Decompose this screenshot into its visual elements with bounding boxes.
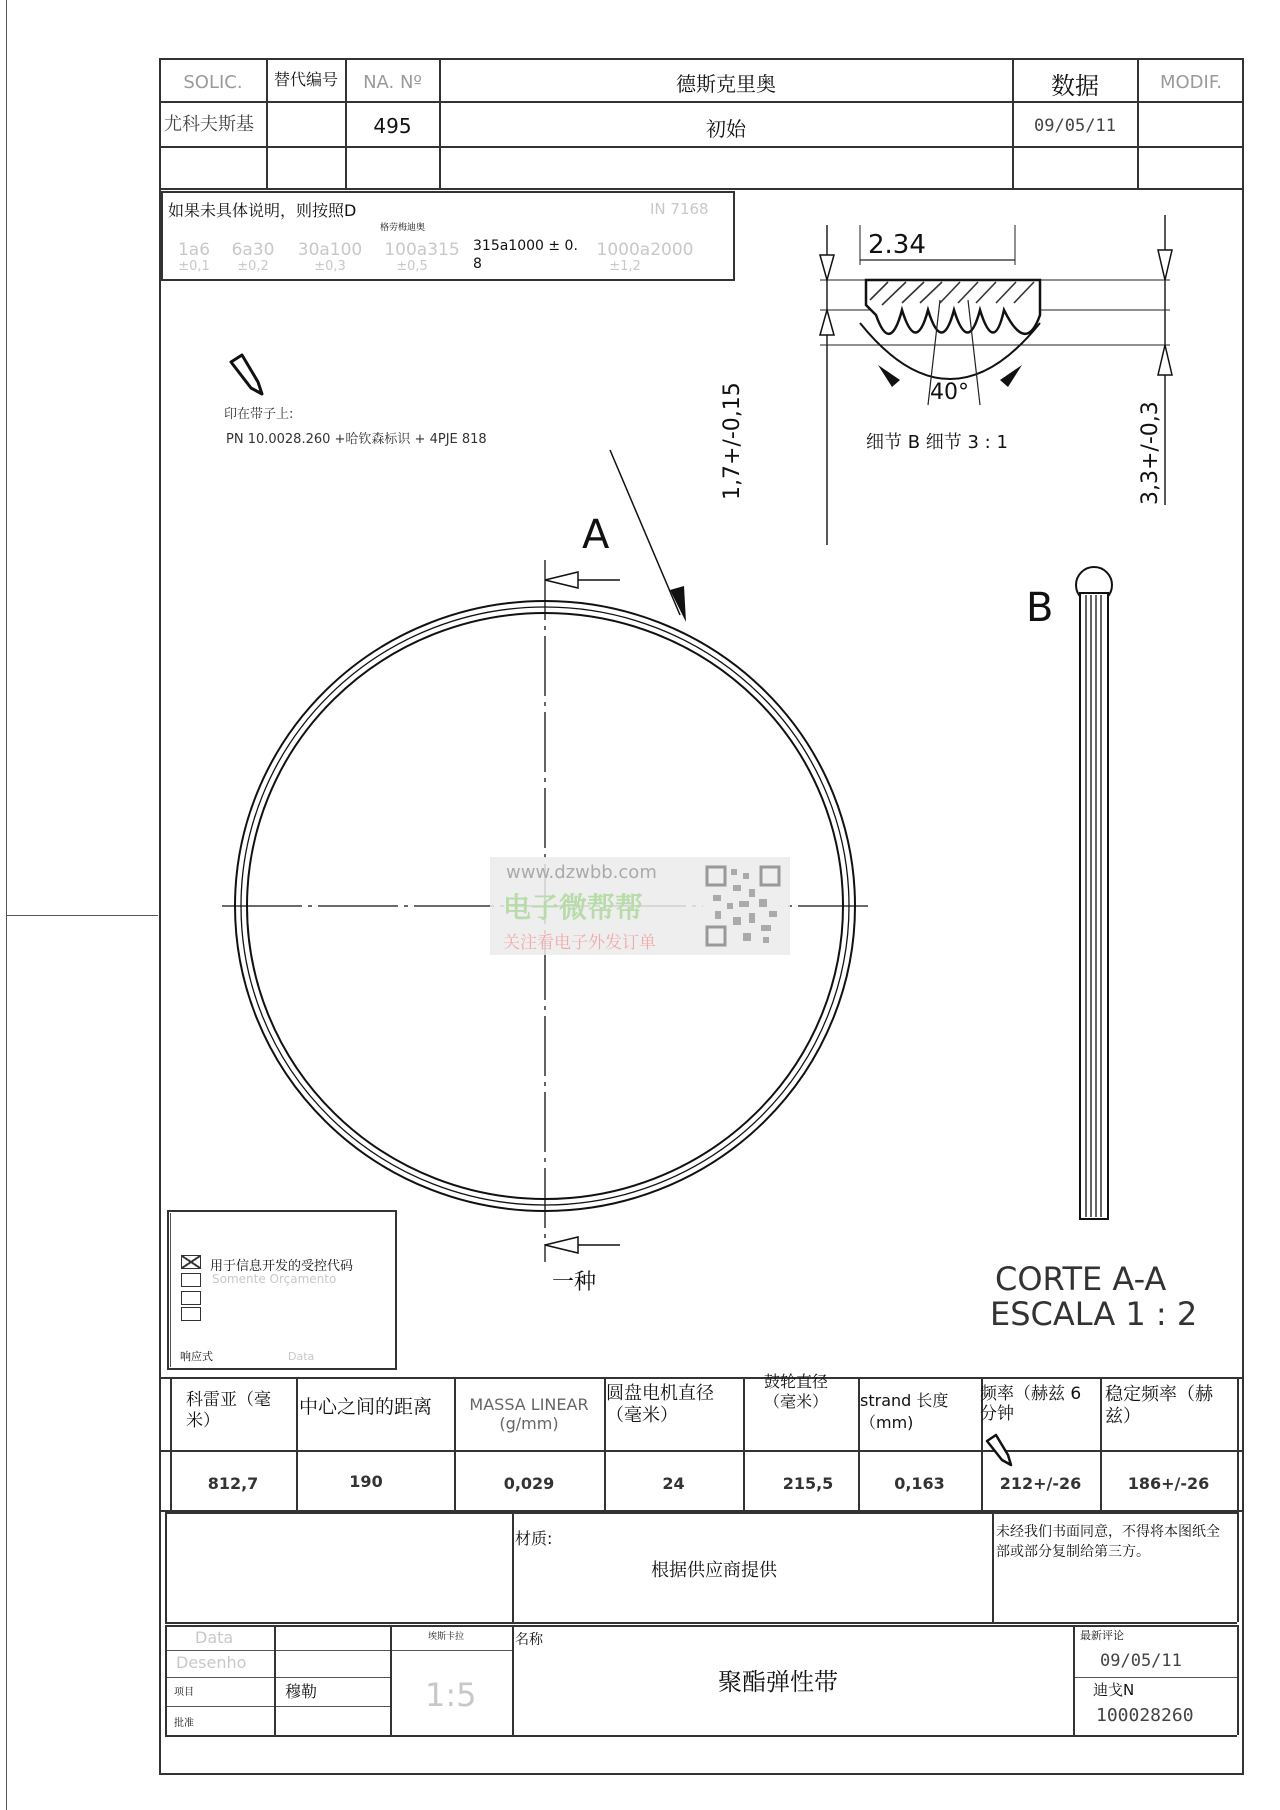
control-box [167,1210,397,1370]
tolerance-range-5: 315a1000 ± 0. [473,238,578,254]
tolerance-value-6: ±1,2 [609,259,641,274]
title-drawing-no-value: 100028260 [1096,1705,1194,1726]
section-label-a-bottom: 一种 [552,1270,597,1295]
tolerance-range-4: 100a315 [384,240,460,260]
tolerance-subtitle: 格劳梅迪奥 [380,223,426,233]
title-revision-value: 09/05/11 [1100,1651,1182,1671]
belt-ring-drawing [200,440,960,1270]
title-scale-label: 埃斯卡拉 [428,1632,465,1642]
side-view-label-b: B [1026,585,1054,631]
control-footer-label: 响应式 [180,1350,213,1363]
option-4-checkbox[interactable] [181,1307,201,1321]
material-label: 材质: [515,1529,553,1548]
spec-header-motor-disc: 圆盘电机直径（毫米） [606,1383,714,1426]
header-number-value: 495 [373,114,412,138]
tolerance-value-3: ±0,3 [314,259,346,274]
spec-value-linear-mass: 0,029 [503,1474,555,1493]
spec-value-motor-disc: 24 [662,1474,685,1493]
tolerance-range-2: 6a30 [231,240,275,260]
watermark-qr-icon [703,863,783,949]
title-aprov-label: 批准 [174,1718,194,1729]
budget-only-label: Somente Orçamento [212,1272,337,1286]
header-description-value: 初始 [706,117,746,141]
spec-header-frequency-6min: 频率（赫兹 6 分钟 [980,1384,1082,1424]
spec-value-belt-length: 812,7 [207,1474,259,1493]
header-date-value: 09/05/11 [1034,116,1116,136]
header-number-label: NA. Nº [363,72,422,93]
spec-header-drum-diameter: 鼓轮直径（毫米） [763,1372,828,1411]
title-projeto-value: 穆勒 [285,1682,318,1701]
detail-angle-label: 40° [930,380,969,405]
title-scale-value: 1:5 [425,1676,477,1714]
spec-value-frequency-6min: 212+/-26 [999,1474,1082,1493]
marking-pointer-icon [228,352,268,398]
marking-label: 印在带子上: [224,407,294,422]
title-drawing-no-label: 迪戈N [1093,1681,1135,1699]
binder-edge-line [6,0,7,1810]
title-desenho-label: Desenho [176,1653,247,1672]
tolerance-value-5: 8 [473,256,482,272]
tolerance-range-3: 30a100 [297,240,363,260]
detail-b-caption: 细节 B 细节 3 : 1 [866,432,1008,453]
spec-header-strand-length: strand 长度（mm) [860,1391,949,1432]
watermark-slogan: 关注看电子外发订单 [503,933,656,953]
title-revision-label: 最新评论 [1080,1629,1124,1642]
spec-value-center-distance: 190 [349,1472,383,1491]
watermark-url: www.dzwbb.com [506,862,657,883]
fold-mark-line [6,915,158,916]
tolerance-norm: IN 7168 [650,200,709,218]
title-data-label: Data [195,1628,234,1647]
spec-header-linear-mass: MASSA LINEAR (g/mm) [469,1395,589,1433]
header-requester-value: 尤科夫斯基 [164,114,254,135]
tolerance-value-4: ±0,5 [396,259,428,274]
tolerance-value-2: ±0,2 [237,259,269,274]
tolerance-range-6: 1000a2000 [596,240,694,260]
header-modif-label: MODIF. [1159,72,1223,93]
tolerance-value-1: ±0,1 [178,259,210,274]
spec-value-strand-length: 0,163 [894,1474,945,1493]
spec-header-center-distance: 中心之间的距离 [299,1396,433,1418]
material-value: 根据供应商提供 [651,1560,777,1581]
belt-side-view-drawing [1070,565,1120,1225]
detail-dim-right: 3,3+/-0,3 [1138,401,1163,505]
corte-line2: ESCALA 1 : 2 [990,1295,1198,1333]
header-description-label: 德斯克里奥 [676,72,776,96]
budget-only-checkbox[interactable] [181,1273,201,1287]
title-name-value: 聚酯弹性带 [718,1668,838,1696]
section-label-a-top: A [582,512,610,558]
detail-width-dimension: 2.34 [868,230,926,260]
control-footer-date-label: Data [288,1350,315,1363]
title-projeto-label: 项目 [174,1687,194,1698]
tolerance-range-1: 1a6 [177,240,211,260]
spec-header-belt-length: 科雷亚（毫米） [186,1390,271,1431]
header-date-label: 数据 [1051,72,1099,100]
spec-value-stable-frequency: 186+/-26 [1127,1474,1210,1493]
header-substitute-label: 替代编号 [273,70,338,89]
marking-text: PN 10.0028.260 +哈钦森标识 + 4PJE 818 [226,432,487,447]
header-solic-label: SOLIC. [183,72,243,93]
controlled-code-checkbox[interactable] [181,1255,201,1269]
frequency-pointer-icon [985,1433,1015,1467]
title-name-label: 名称 [515,1632,543,1648]
corte-line1: CORTE A-A [995,1260,1167,1298]
tolerance-title: 如果未具体说明，则按照D [168,201,357,220]
option-3-checkbox[interactable] [181,1291,201,1305]
spec-value-drum-diameter: 215,5 [782,1474,834,1493]
detail-dim-left: 1,7+/-0,15 [720,382,745,500]
spec-header-stable-frequency: 稳定频率（赫兹） [1105,1384,1213,1427]
controlled-code-label: 用于信息开发的受控代码 [210,1259,354,1274]
copyright-notice: 未经我们书面同意，不得将本图纸全部或部分复制给第三方。 [996,1524,1220,1560]
watermark-name: 电子微帮帮 [503,891,644,924]
